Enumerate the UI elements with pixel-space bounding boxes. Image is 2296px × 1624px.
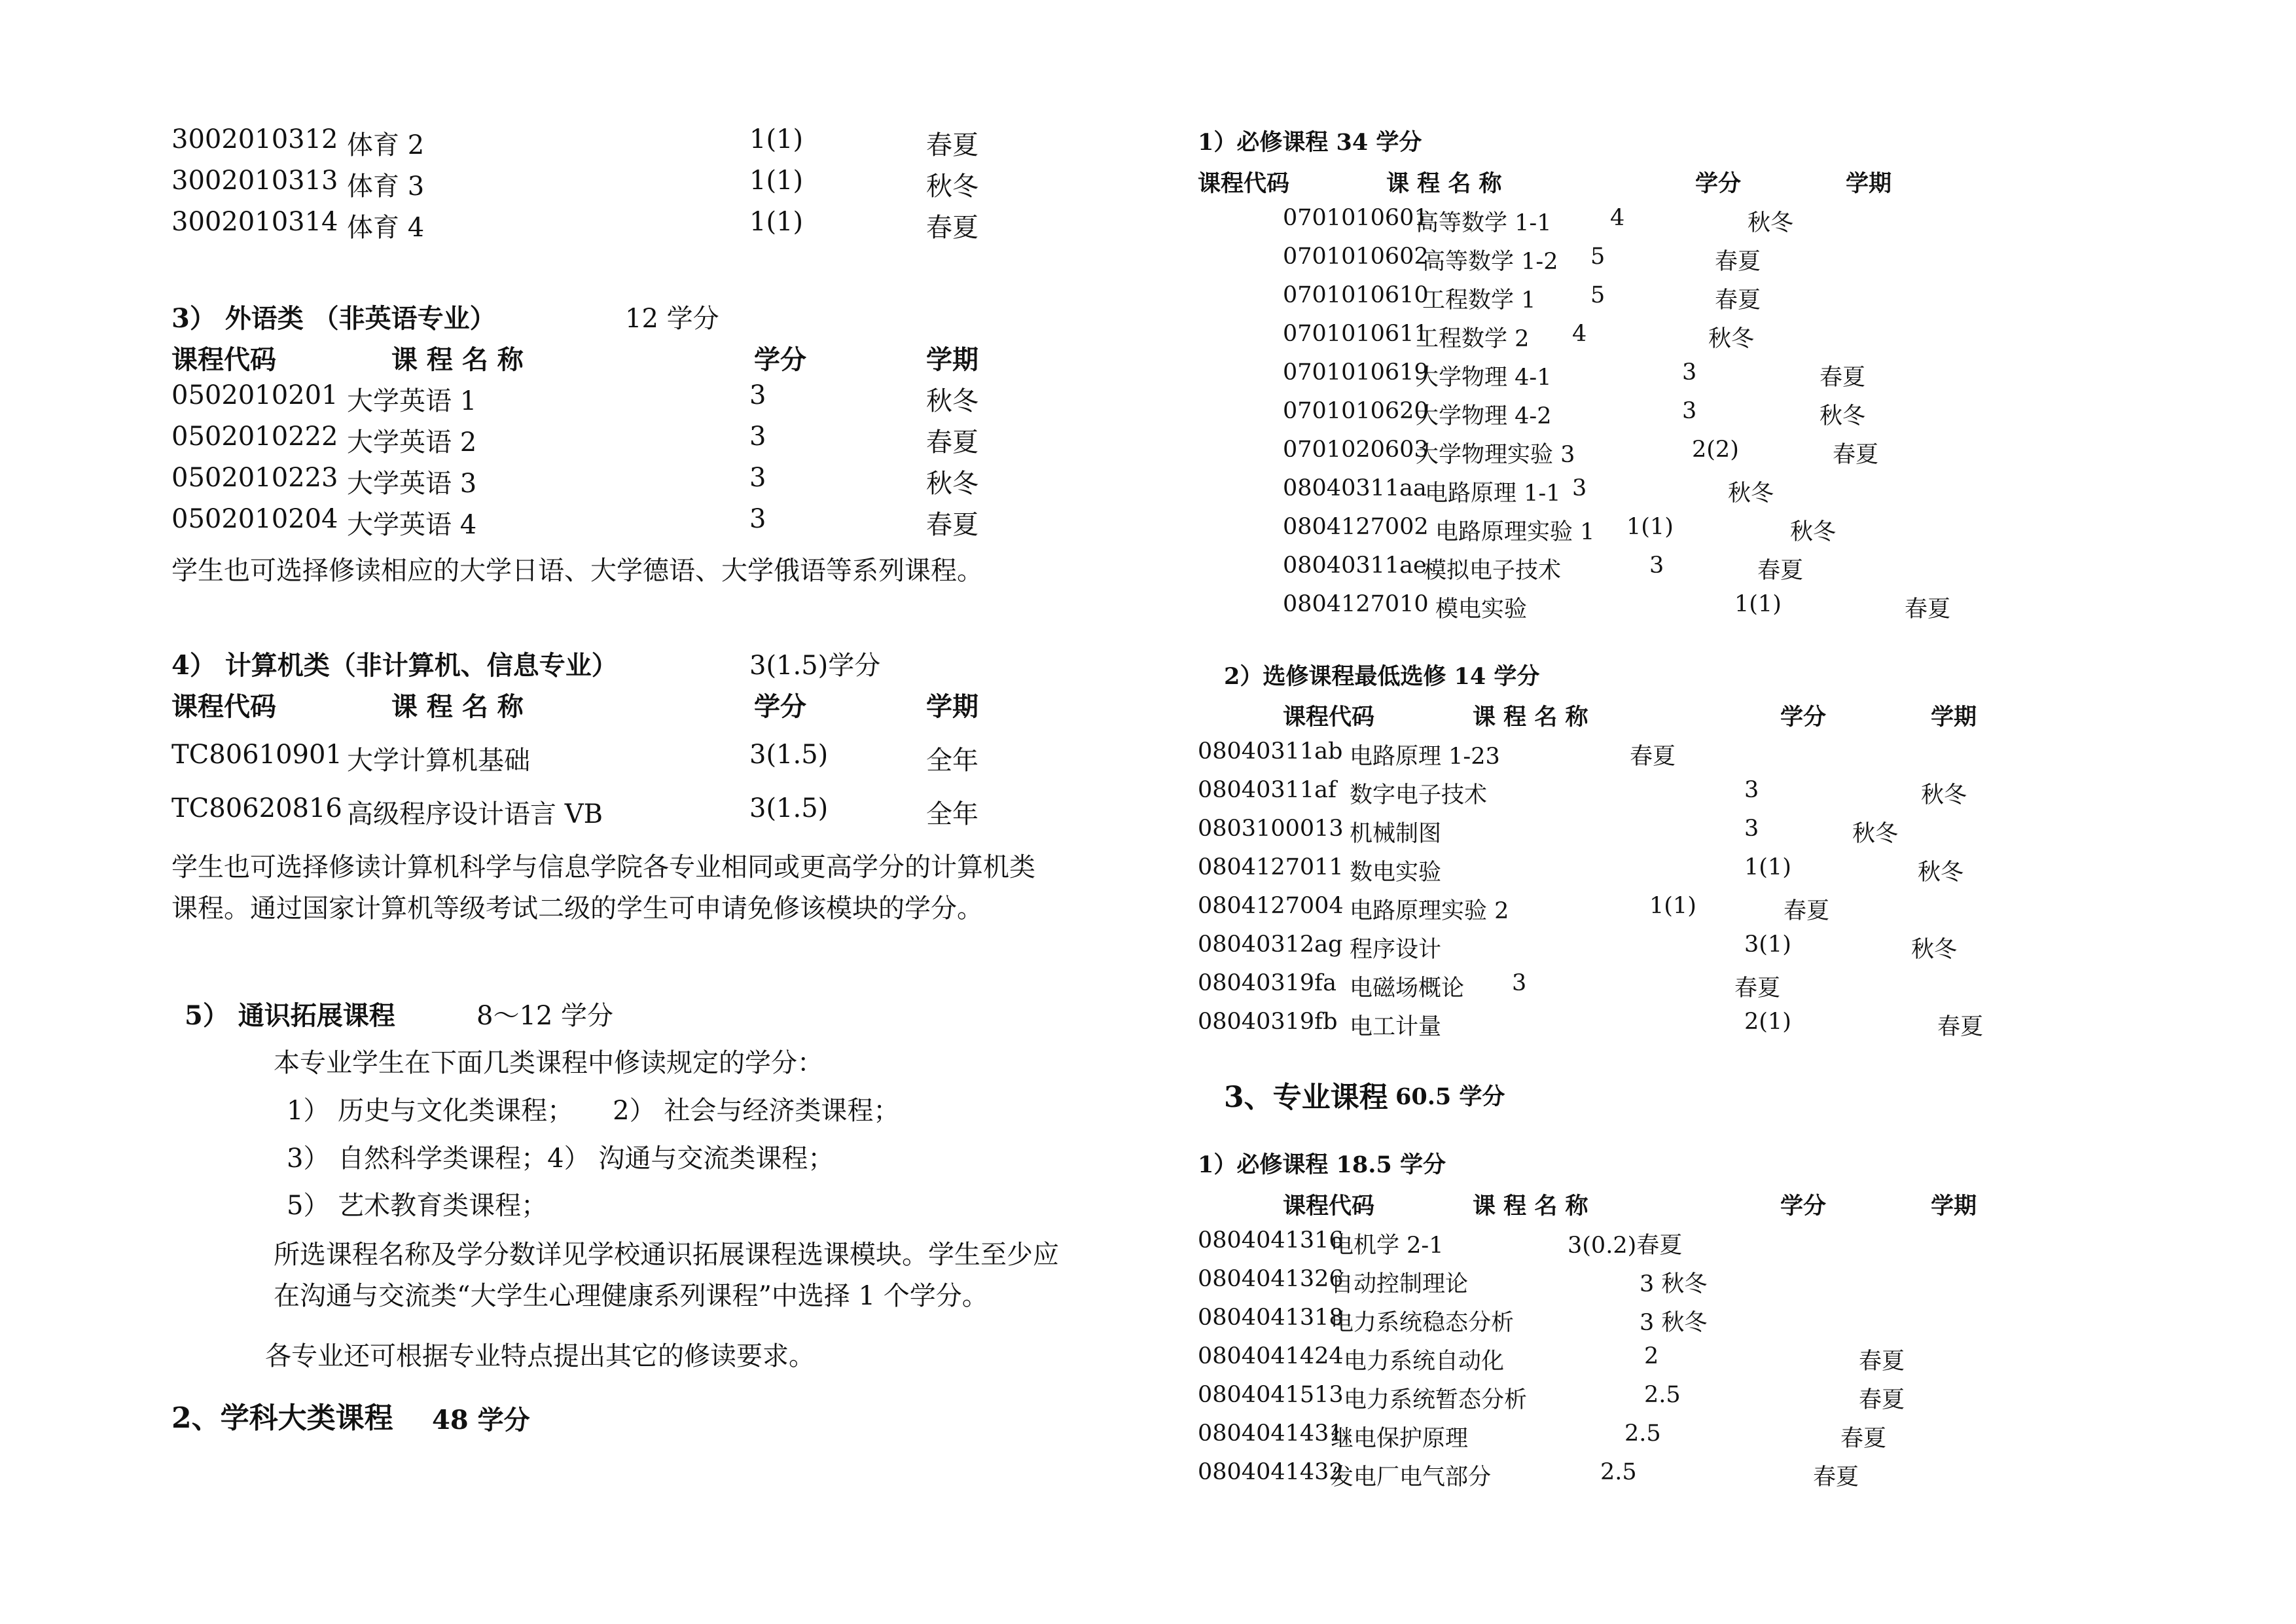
course-name: 工程数学 1	[1422, 287, 1536, 314]
course-term: 春夏	[1734, 975, 1781, 1001]
course-credit-term: 3 秋冬	[1640, 1271, 1708, 1297]
col-header-name: 课 程 名 称	[391, 344, 524, 375]
section-credits: 60.5 学分	[1395, 1083, 1505, 1110]
course-name: 大学物理 4-1	[1416, 365, 1552, 391]
course-name: 高级程序设计语言 VB	[347, 799, 603, 829]
course-name: 电力系统自动化	[1344, 1348, 1505, 1375]
course-term: 春夏	[1859, 1387, 1905, 1413]
course-code: 3002010313	[171, 166, 338, 196]
course-name: 体育 2	[347, 130, 425, 160]
course-credit: 3	[1572, 475, 1587, 501]
course-term: 春夏	[1820, 365, 1866, 391]
course-credit: 3	[749, 504, 766, 534]
course-term: 春夏	[1905, 596, 1951, 623]
section-heading: 3） 外语类 （非英语专业）	[171, 303, 496, 334]
list-line: 3） 自然科学类课程；4） 沟通与交流类课程；	[287, 1144, 834, 1174]
course-term: 春夏	[1859, 1348, 1905, 1375]
section-heading: 2、学科大类课程	[171, 1401, 393, 1435]
course-term: 春夏	[1715, 287, 1761, 314]
course-name: 自动控制理论	[1331, 1271, 1469, 1297]
course-code: 0701010601	[1283, 205, 1429, 231]
course-credit: 2(1)	[1744, 1009, 1791, 1035]
course-term: 秋冬	[1790, 519, 1837, 545]
section-heading: 3、专业课程	[1224, 1081, 1388, 1114]
course-code: 0804041513	[1198, 1382, 1344, 1408]
section-note: 学生也可选择修读相应的大学日语、大学德语、大学俄语等系列课程。	[171, 556, 983, 586]
course-credit: 4	[1610, 205, 1625, 231]
course-code: 3002010314	[171, 207, 338, 237]
section-credits: 48 学分	[432, 1405, 530, 1435]
course-credit: 1(1)	[1734, 591, 1782, 617]
course-name: 电路原理 1-23	[1350, 744, 1500, 770]
course-code: 08040312ag	[1198, 931, 1343, 958]
course-credit-term: 3 秋冬	[1640, 1310, 1708, 1336]
section-credits: 3(1.5)学分	[749, 651, 881, 681]
course-code: 0804041318	[1198, 1305, 1344, 1331]
col-header-credit: 学分	[754, 691, 806, 722]
section-credits: 8～12 学分	[476, 1001, 614, 1031]
course-code: 0804127004	[1198, 893, 1344, 919]
course-code: 08040311af	[1198, 777, 1336, 803]
course-term: 春夏	[1813, 1464, 1859, 1490]
col-header-credit: 学分	[1695, 170, 1742, 197]
course-credit: 2.5	[1624, 1420, 1661, 1447]
course-name: 电路原理实验 1	[1435, 519, 1595, 545]
course-code: TC80620816	[171, 793, 342, 823]
course-term: 春夏	[1784, 898, 1830, 924]
course-name: 电路原理实验 2	[1350, 898, 1509, 924]
course-code: 08040311ab	[1198, 738, 1343, 765]
course-name: 数字电子技术	[1350, 782, 1488, 808]
course-term: 秋冬	[926, 386, 978, 416]
course-name: 大学物理实验 3	[1416, 442, 1575, 468]
course-name: 电路原理 1-1	[1425, 480, 1561, 507]
course-code: 3002010312	[171, 124, 338, 154]
course-credit: 3(1.5)	[749, 740, 829, 770]
col-header-credit: 学分	[754, 344, 806, 375]
col-header-name: 课 程 名 称	[1386, 170, 1502, 197]
course-code: 0804127011	[1198, 854, 1344, 880]
course-credit: 2.5	[1644, 1382, 1681, 1408]
col-header-code: 课程代码	[171, 344, 276, 375]
course-term: 春夏	[926, 130, 978, 160]
course-name: 程序设计	[1350, 937, 1442, 963]
course-term: 全年	[926, 746, 978, 776]
paragraph-line: 本专业学生在下面几类课程中修读规定的学分：	[274, 1048, 823, 1078]
col-header-term: 学期	[1931, 1193, 1977, 1219]
course-term: 春夏	[1630, 744, 1676, 770]
col-header-term: 学期	[1846, 170, 1892, 197]
course-credit-term: 3(0.2)春夏	[1568, 1233, 1683, 1259]
course-code: 0701010619	[1283, 359, 1429, 386]
course-credit: 2	[1644, 1343, 1659, 1369]
course-term: 秋冬	[1921, 782, 1967, 808]
course-credit: 3	[1682, 359, 1697, 386]
course-credit: 1(1)	[1649, 893, 1696, 919]
course-credit: 3	[749, 463, 766, 493]
course-name: 电磁场概论	[1350, 975, 1465, 1001]
course-term: 秋冬	[1820, 403, 1866, 429]
subsection-heading: 1）必修课程 18.5 学分	[1198, 1151, 1446, 1178]
course-credit: 3(1.5)	[749, 793, 829, 823]
list-line: 5） 艺术教育类课程；	[287, 1191, 548, 1221]
course-name: 大学英语 2	[347, 427, 477, 458]
course-name: 继电保护原理	[1331, 1426, 1469, 1452]
course-name: 机械制图	[1350, 821, 1442, 847]
course-code: 08040319fb	[1198, 1009, 1338, 1035]
course-credit: 3	[1682, 398, 1697, 424]
paragraph-line: 所选课程名称及学分数详见学校通识拓展课程选课模块。学生至少应	[274, 1240, 1059, 1270]
course-code: 0502010201	[171, 380, 338, 410]
course-name: 大学英语 3	[347, 469, 477, 499]
course-term: 春夏	[1833, 442, 1879, 468]
col-header-credit: 学分	[1780, 1193, 1827, 1219]
paragraph-line: 各专业还可根据专业特点提出其它的修读要求。	[265, 1341, 815, 1371]
course-name: 大学计算机基础	[347, 746, 530, 776]
course-name: 大学物理 4-2	[1416, 403, 1552, 429]
section-heading: 5） 通识拓展课程	[185, 1000, 395, 1031]
col-header-code: 课程代码	[1283, 1193, 1375, 1219]
course-credit: 3	[1649, 552, 1664, 579]
course-code: 0804041424	[1198, 1343, 1344, 1369]
course-code: 0701010602	[1283, 244, 1429, 270]
list-line: 1） 历史与文化类课程； 2） 社会与经济类课程；	[287, 1096, 900, 1126]
section-note-line: 课程。通过国家计算机等级考试二级的学生可申请免修该模块的学分。	[171, 893, 983, 924]
course-code: 08040311ae	[1283, 552, 1427, 579]
course-credit: 3	[1512, 970, 1527, 996]
course-credit: 3	[1744, 816, 1759, 842]
course-term: 春夏	[926, 510, 978, 540]
course-term: 秋冬	[1918, 859, 1964, 886]
course-term: 春夏	[926, 213, 978, 243]
course-term: 秋冬	[926, 171, 978, 202]
course-credit: 5	[1590, 282, 1605, 308]
course-code: 0803100013	[1198, 816, 1344, 842]
course-term: 秋冬	[1748, 210, 1794, 236]
course-code: TC80610901	[171, 740, 342, 770]
paragraph-line: 在沟通与交流类“大学生心理健康系列课程”中选择 1 个学分。	[274, 1281, 988, 1311]
course-credit: 3	[1744, 777, 1759, 803]
course-name: 体育 3	[347, 171, 425, 202]
col-header-code: 课程代码	[171, 691, 276, 722]
course-credit: 2(2)	[1692, 437, 1739, 463]
course-credit: 1(1)	[1744, 854, 1791, 880]
course-name: 大学英语 4	[347, 510, 477, 540]
course-term: 秋冬	[1911, 937, 1958, 963]
course-name: 体育 4	[347, 213, 425, 243]
course-term: 秋冬	[1728, 480, 1774, 507]
course-code: 0502010222	[171, 422, 338, 452]
col-header-term: 学期	[926, 344, 978, 375]
course-term: 秋冬	[1852, 821, 1899, 847]
course-code: 0701020603	[1283, 437, 1429, 463]
col-header-term: 学期	[926, 691, 978, 722]
col-header-code: 课程代码	[1283, 704, 1375, 731]
course-code: 0804041326	[1198, 1266, 1344, 1292]
course-code: 0701010611	[1283, 321, 1429, 347]
course-code: 0804041431	[1198, 1420, 1344, 1447]
course-name: 电工计量	[1350, 1014, 1442, 1040]
course-code: 0804127010	[1283, 591, 1429, 617]
course-credit: 3(1)	[1744, 931, 1791, 958]
col-header-credit: 学分	[1780, 704, 1827, 731]
course-credit: 2.5	[1600, 1459, 1637, 1485]
course-code: 0502010223	[171, 463, 338, 493]
section-credits: 12 学分	[625, 304, 719, 334]
course-code: 08040311aa	[1283, 475, 1427, 501]
course-name: 工程数学 2	[1416, 326, 1530, 352]
course-term: 全年	[926, 799, 978, 829]
col-header-name: 课 程 名 称	[1473, 704, 1588, 731]
course-credit: 3	[749, 380, 766, 410]
course-code: 0701010610	[1283, 282, 1429, 308]
course-name: 高等数学 1-1	[1416, 210, 1552, 236]
course-name: 模拟电子技术	[1424, 558, 1562, 584]
col-header-code: 课程代码	[1198, 170, 1290, 197]
course-credit: 3	[749, 422, 766, 452]
section-heading: 4） 计算机类（非计算机、信息专业）	[171, 650, 618, 681]
course-term: 秋冬	[926, 469, 978, 499]
course-term: 春夏	[1840, 1426, 1887, 1452]
course-term: 春夏	[1757, 558, 1804, 584]
col-header-name: 课 程 名 称	[1473, 1193, 1588, 1219]
course-name: 电力系统暂态分析	[1344, 1387, 1528, 1413]
course-name: 模电实验	[1435, 596, 1528, 623]
col-header-term: 学期	[1931, 704, 1977, 731]
section-heading: 2）选修课程最低选修 14 学分	[1224, 663, 1540, 690]
course-code: 0804041432	[1198, 1459, 1344, 1485]
course-term: 春夏	[1937, 1014, 1984, 1040]
course-name: 电机学 2-1	[1331, 1233, 1444, 1259]
course-credit: 1(1)	[749, 207, 804, 237]
course-name: 电力系统稳态分析	[1331, 1310, 1515, 1336]
col-header-name: 课 程 名 称	[391, 691, 524, 722]
course-code: 0701010620	[1283, 398, 1429, 424]
section-note-line: 学生也可选择修读计算机科学与信息学院各专业相同或更高学分的计算机类	[171, 852, 1035, 882]
course-name: 发电厂电气部分	[1331, 1464, 1492, 1490]
section-heading: 1）必修课程 34 学分	[1198, 129, 1422, 156]
course-term: 秋冬	[1708, 326, 1755, 352]
course-name: 数电实验	[1350, 859, 1442, 886]
course-credit: 5	[1590, 244, 1605, 270]
course-name: 大学英语 1	[347, 386, 477, 416]
course-code: 0804041316	[1198, 1227, 1344, 1254]
course-name: 高等数学 1-2	[1422, 249, 1558, 275]
course-term: 春夏	[1715, 249, 1761, 275]
course-credit: 1(1)	[749, 166, 804, 196]
course-term: 春夏	[926, 427, 978, 458]
course-code: 08040319fa	[1198, 970, 1336, 996]
course-code: 0804127002	[1283, 514, 1429, 540]
course-credit: 1(1)	[749, 124, 804, 154]
course-code: 0502010204	[171, 504, 338, 534]
course-credit: 4	[1572, 321, 1587, 347]
course-credit: 1(1)	[1626, 514, 1674, 540]
